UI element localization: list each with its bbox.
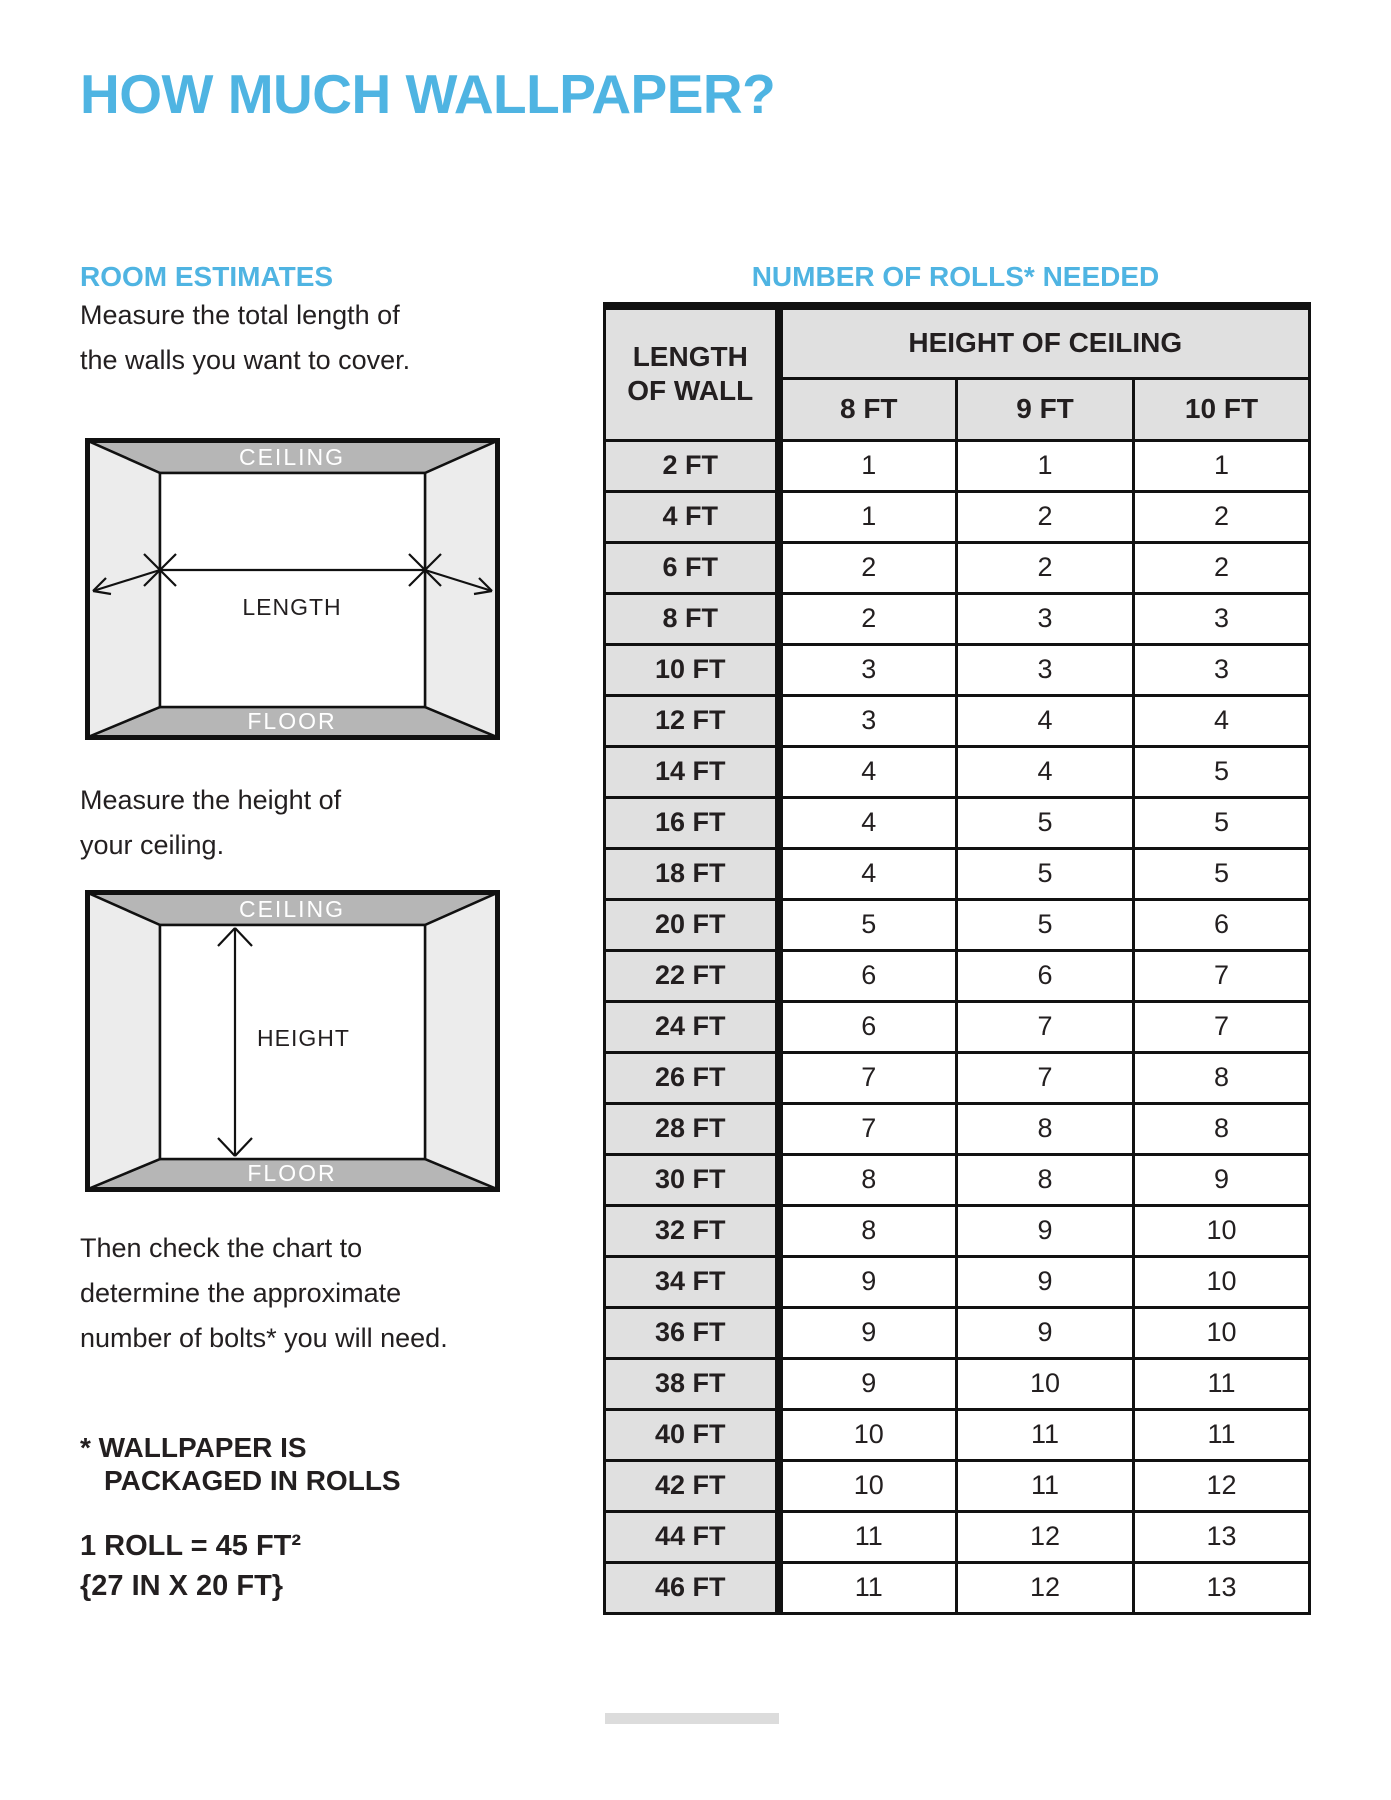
- wallpaper-rolls-footnote: [80, 1431, 401, 1497]
- table-row: [605, 1511, 1310, 1562]
- rolls-count-cell: 9: [957, 1205, 1134, 1256]
- table-row: [605, 1562, 1310, 1613]
- paragraph-line: Then check the chart to: [80, 1233, 363, 1263]
- table-row: [605, 950, 1310, 1001]
- rolls-count-cell: 10: [1134, 1307, 1310, 1358]
- wall-length-cell: 16 FT: [605, 797, 779, 848]
- footnote-line: PACKAGED IN ROLLS: [104, 1465, 401, 1496]
- rolls-count-cell: 8: [1134, 1103, 1310, 1154]
- rolls-count-cell: 2: [957, 491, 1134, 542]
- wall-length-cell: 40 FT: [605, 1409, 779, 1460]
- rolls-count-cell: 9: [779, 1307, 957, 1358]
- rolls-count-cell: 5: [957, 797, 1134, 848]
- wall-length-cell: 12 FT: [605, 695, 779, 746]
- rolls-count-cell: 4: [779, 746, 957, 797]
- roll-size-line: {27 IN X 20 FT}: [80, 1570, 284, 1602]
- rolls-count-cell: 7: [779, 1103, 957, 1154]
- rolls-count-cell: 7: [957, 1052, 1134, 1103]
- rolls-count-cell: 8: [779, 1205, 957, 1256]
- rolls-count-cell: 3: [779, 695, 957, 746]
- rolls-count-cell: 4: [1134, 695, 1310, 746]
- length-of-wall-line: OF WALL: [627, 375, 754, 407]
- table-row: [605, 1256, 1310, 1307]
- rolls-count-cell: 12: [957, 1562, 1134, 1613]
- rolls-needed-heading: NUMBER OF ROLLS* NEEDED: [751, 261, 1160, 292]
- paragraph-line: number of bolts* you will need.: [80, 1323, 448, 1353]
- rolls-count-cell: 5: [957, 899, 1134, 950]
- rolls-count-cell: 7: [1134, 1001, 1310, 1052]
- rolls-count-cell: 8: [1134, 1052, 1310, 1103]
- table-row: [605, 1409, 1310, 1460]
- rolls-count-cell: 7: [1134, 950, 1310, 1001]
- rolls-count-cell: 12: [1134, 1460, 1310, 1511]
- back-wall-panel: [160, 473, 425, 707]
- room-height-diagram: [85, 890, 500, 1192]
- rolls-count-cell: 1: [779, 440, 957, 491]
- wall-length-cell: 24 FT: [605, 1001, 779, 1052]
- left-wall-panel: [88, 893, 160, 1189]
- rolls-count-cell: 10: [779, 1460, 957, 1511]
- wall-length-cell: 38 FT: [605, 1358, 779, 1409]
- rolls-count-cell: 6: [779, 950, 957, 1001]
- table-row: [605, 440, 1310, 491]
- rolls-count-cell: 2: [779, 593, 957, 644]
- table-row: [605, 1205, 1310, 1256]
- rolls-count-cell: 4: [779, 797, 957, 848]
- rolls-count-cell: 2: [1134, 542, 1310, 593]
- ceiling-label: CEILING: [238, 896, 346, 922]
- height-of-ceiling-header: HEIGHT OF CEILING: [779, 306, 1310, 378]
- wall-length-cell: 46 FT: [605, 1562, 779, 1613]
- table-row: [605, 746, 1310, 797]
- rolls-count-cell: 11: [1134, 1358, 1310, 1409]
- length-label: LENGTH: [242, 594, 342, 620]
- rolls-count-cell: 10: [1134, 1256, 1310, 1307]
- rolls-count-cell: 10: [1134, 1205, 1310, 1256]
- wall-length-cell: 28 FT: [605, 1103, 779, 1154]
- room-length-diagram: [85, 438, 500, 740]
- rolls-count-cell: 2: [957, 542, 1134, 593]
- table-row: [605, 491, 1310, 542]
- height-label: HEIGHT: [257, 1025, 350, 1051]
- rolls-count-cell: 1: [779, 491, 957, 542]
- wall-length-cell: 8 FT: [605, 593, 779, 644]
- ceiling-height-column-header: 10 FT: [1134, 378, 1310, 440]
- rolls-count-cell: 3: [957, 593, 1134, 644]
- rolls-count-cell: 12: [957, 1511, 1134, 1562]
- rolls-count-cell: 11: [957, 1460, 1134, 1511]
- rolls-count-cell: 5: [1134, 848, 1310, 899]
- wall-length-cell: 30 FT: [605, 1154, 779, 1205]
- wall-length-cell: 42 FT: [605, 1460, 779, 1511]
- wall-length-cell: 6 FT: [605, 542, 779, 593]
- rolls-count-cell: 1: [957, 440, 1134, 491]
- paragraph-line: your ceiling.: [80, 830, 225, 860]
- table-row: [605, 542, 1310, 593]
- rolls-count-cell: 9: [1134, 1154, 1310, 1205]
- rolls-count-cell: 3: [779, 644, 957, 695]
- rolls-count-cell: 9: [957, 1256, 1134, 1307]
- table-row: [605, 899, 1310, 950]
- rolls-count-cell: 9: [779, 1256, 957, 1307]
- rolls-count-cell: 11: [957, 1409, 1134, 1460]
- wall-length-cell: 10 FT: [605, 644, 779, 695]
- rolls-count-cell: 9: [779, 1358, 957, 1409]
- wall-length-cell: 26 FT: [605, 1052, 779, 1103]
- rolls-count-cell: 13: [1134, 1562, 1310, 1613]
- rolls-count-cell: 7: [779, 1052, 957, 1103]
- rolls-count-cell: 3: [1134, 644, 1310, 695]
- floor-label: FLOOR: [247, 708, 337, 734]
- paragraph-line: Measure the height of: [80, 785, 342, 815]
- rolls-count-cell: 3: [1134, 593, 1310, 644]
- measure-length-paragraph: [80, 293, 410, 383]
- rolls-count-cell: 2: [779, 542, 957, 593]
- wall-length-cell: 4 FT: [605, 491, 779, 542]
- rolls-count-cell: 5: [779, 899, 957, 950]
- rolls-count-cell: 8: [957, 1103, 1134, 1154]
- ceiling-height-column-header: 8 FT: [779, 378, 957, 440]
- rolls-count-cell: 7: [957, 1001, 1134, 1052]
- rolls-count-cell: 3: [957, 644, 1134, 695]
- ceiling-height-column-header: 9 FT: [957, 378, 1134, 440]
- paragraph-line: the walls you want to cover.: [80, 345, 411, 375]
- ceiling-label: CEILING: [238, 444, 346, 470]
- wall-length-cell: 36 FT: [605, 1307, 779, 1358]
- rolls-count-cell: 11: [1134, 1409, 1310, 1460]
- table-row: [605, 593, 1310, 644]
- length-of-wall-line: LENGTH: [632, 341, 748, 373]
- table-row: [605, 1307, 1310, 1358]
- rolls-count-cell: 9: [957, 1307, 1134, 1358]
- wall-length-cell: 20 FT: [605, 899, 779, 950]
- table-row: [605, 1358, 1310, 1409]
- rolls-count-cell: 8: [779, 1154, 957, 1205]
- table-row: [605, 797, 1310, 848]
- wall-length-cell: 2 FT: [605, 440, 779, 491]
- table-row: [605, 1052, 1310, 1103]
- rolls-count-cell: 6: [1134, 899, 1310, 950]
- wall-length-cell: 34 FT: [605, 1256, 779, 1307]
- rolls-count-cell: 4: [779, 848, 957, 899]
- paragraph-line: Measure the total length of: [80, 300, 400, 330]
- rolls-count-cell: 4: [957, 695, 1134, 746]
- rolls-count-cell: 2: [1134, 491, 1310, 542]
- table-row: [605, 695, 1310, 746]
- rolls-count-cell: 6: [957, 950, 1134, 1001]
- rolls-count-cell: 11: [779, 1562, 957, 1613]
- table-footer-gray-strip: [605, 1713, 779, 1724]
- rolls-count-cell: 5: [1134, 746, 1310, 797]
- wall-length-cell: 14 FT: [605, 746, 779, 797]
- rolls-needed-table-wrap: [603, 302, 1311, 1615]
- paragraph-line: determine the approximate: [80, 1278, 402, 1308]
- measure-height-paragraph: [80, 778, 341, 868]
- table-row: [605, 1001, 1310, 1052]
- rolls-count-cell: 10: [957, 1358, 1134, 1409]
- right-wall-panel: [425, 893, 497, 1189]
- roll-size-line: 1 ROLL = 45 FT²: [80, 1530, 302, 1562]
- check-chart-paragraph: [80, 1226, 448, 1361]
- room-estimates-heading: ROOM ESTIMATES: [80, 261, 334, 292]
- wall-length-cell: 32 FT: [605, 1205, 779, 1256]
- rolls-count-cell: 4: [957, 746, 1134, 797]
- wall-length-cell: 18 FT: [605, 848, 779, 899]
- roll-size-info: [80, 1526, 301, 1606]
- table-row: [605, 848, 1310, 899]
- rolls-count-cell: 11: [779, 1511, 957, 1562]
- rolls-count-cell: 1: [1134, 440, 1310, 491]
- rolls-needed-table: [603, 302, 1311, 1615]
- table-row: [605, 1103, 1310, 1154]
- table-row: [605, 644, 1310, 695]
- wall-length-cell: 22 FT: [605, 950, 779, 1001]
- rolls-count-cell: 5: [1134, 797, 1310, 848]
- floor-label: FLOOR: [247, 1160, 337, 1186]
- rolls-count-cell: 8: [957, 1154, 1134, 1205]
- rolls-count-cell: 6: [779, 1001, 957, 1052]
- table-row: [605, 1460, 1310, 1511]
- rolls-count-cell: 5: [957, 848, 1134, 899]
- footnote-line: * WALLPAPER IS: [80, 1432, 307, 1463]
- rolls-count-cell: 10: [779, 1409, 957, 1460]
- length-of-wall-header: [605, 306, 779, 440]
- page-title: HOW MUCH WALLPAPER?: [80, 63, 776, 125]
- wall-length-cell: 44 FT: [605, 1511, 779, 1562]
- table-row: [605, 1154, 1310, 1205]
- rolls-count-cell: 13: [1134, 1511, 1310, 1562]
